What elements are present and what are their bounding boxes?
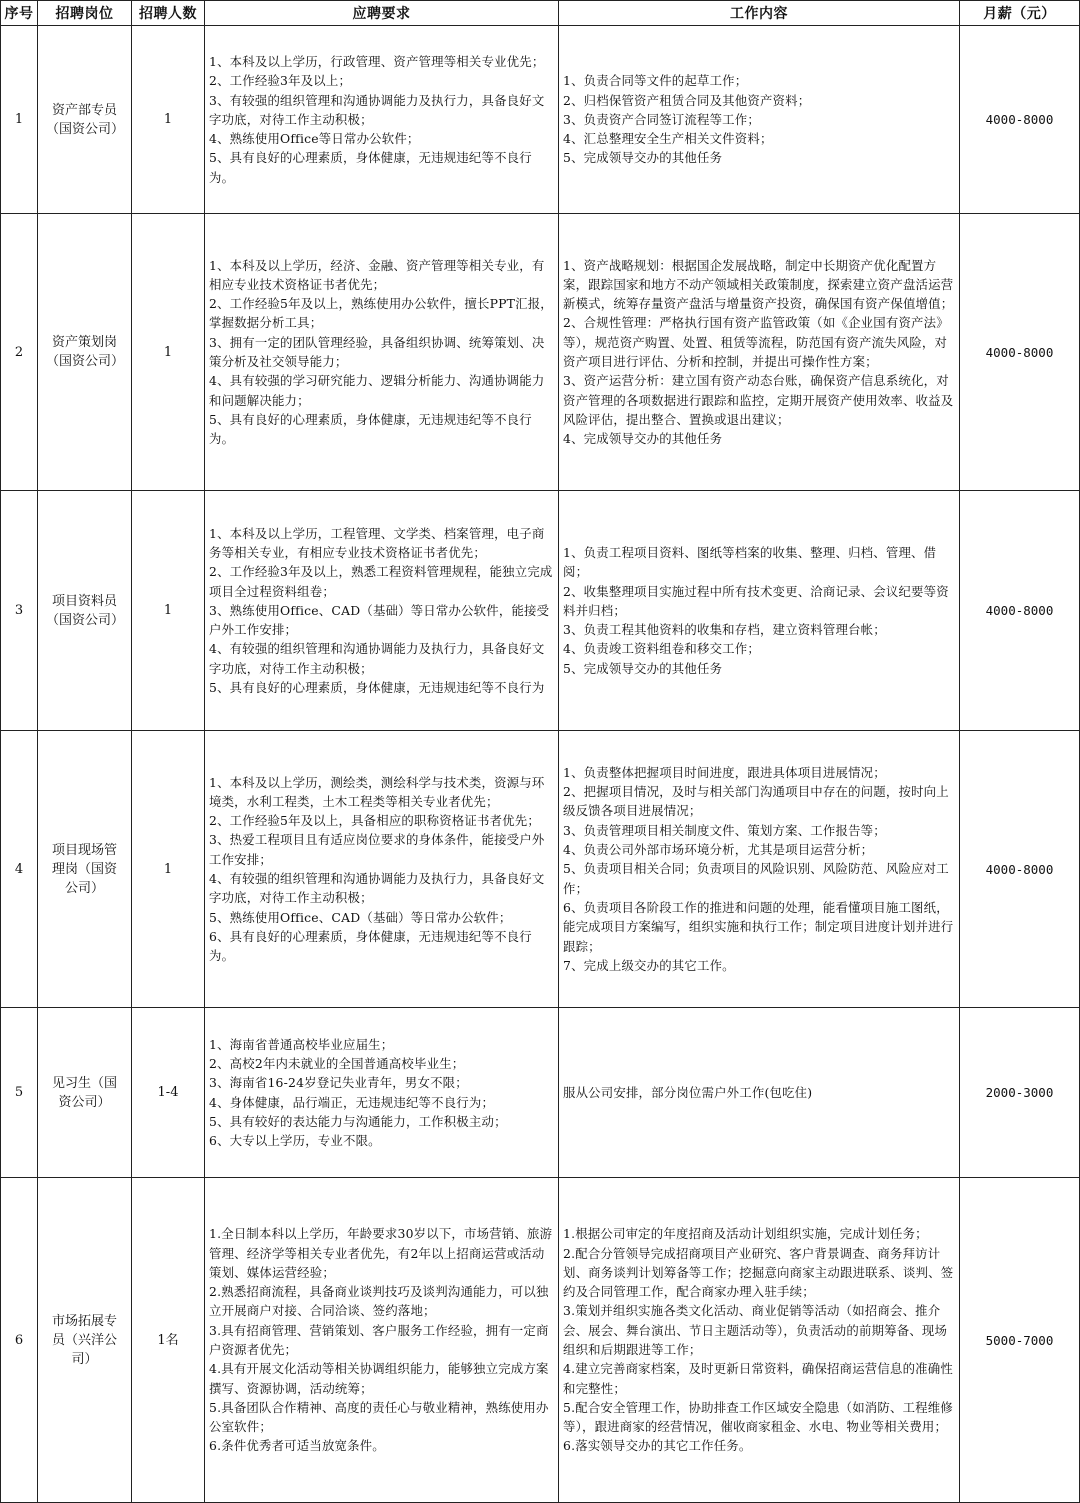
requirement-item: 6、具有良好的心理素质，身体健康，无违规违纪等不良行为。 <box>209 928 532 964</box>
requirement-item: 1、本科及以上学历，测绘类，测绘科学与技术类，资源与环境类，水利工程类，土木工程类等相关专业者优先； <box>209 774 545 809</box>
requirement-item: 3.具有招商管理、营销策划、客户服务工作经验，拥有一定商户资源者优先； <box>209 1322 549 1357</box>
requirement-item: 2、工作经验5年及以上，具备相应的职称资格证书者优先； <box>209 813 540 829</box>
duty-item: 2、把握项目情况，及时与相关部门沟通项目中存在的问题，按时向上级反馈各项目进展情况； <box>563 784 949 819</box>
duty-item: 4、负责竣工资料组卷和移交工作； <box>563 641 760 657</box>
row-number: 5 <box>1 1008 38 1178</box>
table-row <box>1 1008 1080 1178</box>
hiring-count: 1 <box>132 731 205 1008</box>
duties-cell <box>559 731 960 1008</box>
requirement-item: 1、本科及以上学历，行政管理、资产管理等相关专业优先； <box>209 53 545 69</box>
duty-item: 1、负责工程项目资料、图纸等档案的收集、整理、归档、管理、借阅； <box>563 544 937 580</box>
requirement-item: 3、拥有一定的团队管理经验，具备组织协调、统筹策划、决策分析及社交领导能力； <box>209 334 545 369</box>
position-name: 项目资料员（国资公司） <box>38 491 132 731</box>
duty-item: 5.配合安全管理工作，协助排查工作区域安全隐患（如消防、工程维修等），跟进商家的经营情况，催收商家租金、水电、物业等相关费用； <box>563 1399 953 1435</box>
duty-item: 6、负责项目各阶段工作的推进和问题的处理，能看懂项目施工图纸，能完成项目方案编写，组织实施和执行工作；制定项目进度计划并进行跟踪； <box>563 899 954 954</box>
duty-item: 5、完成领导交办的其他任务 <box>563 660 723 676</box>
header-no: 序号 <box>1 1 38 26</box>
table-row <box>1 731 1080 1008</box>
duty-item: 4、汇总整理安全生产相关文件资料； <box>563 131 773 147</box>
duties-cell <box>559 214 960 491</box>
requirement-item: 5、熟练使用Office、CAD（基础）等日常办公软件； <box>209 909 512 925</box>
row-number: 6 <box>1 1178 38 1503</box>
requirement-item: 1.全日制本科以上学历，年龄要求30岁以下，市场营销、旅游管理、经济学等相关专业者优先，有2年以上招商运营或活动策划、媒体运营经验； <box>209 1226 553 1280</box>
requirement-item: 2、高校2年内未就业的全国普通高校毕业生； <box>209 1055 465 1071</box>
row-number: 2 <box>1 214 38 491</box>
duty-item: 3、负责资产合同签订流程等工作； <box>563 111 760 127</box>
duties-cell <box>559 1178 960 1503</box>
hiring-count: 1 <box>132 214 205 491</box>
requirement-item: 5、具有较好的表达能力与沟通能力，工作积极主动； <box>209 1113 507 1129</box>
requirements-cell <box>205 731 559 1008</box>
requirement-item: 1、海南省普通高校毕业应届生； <box>209 1036 394 1052</box>
duty-item: 服从公司安排，部分岗位需户外工作(包吃住) <box>563 1084 813 1100</box>
duties-cell <box>559 1008 960 1178</box>
requirement-item: 2、工作经验3年及以上； <box>209 73 352 89</box>
duty-item: 7、完成上级交办的其它工作。 <box>563 957 735 973</box>
requirements-cell <box>205 214 559 491</box>
position-name: 项目现场管理岗（国资公司） <box>38 731 132 1008</box>
row-number: 1 <box>1 26 38 214</box>
header-count: 招聘人数 <box>132 1 205 26</box>
requirements-cell <box>205 1008 559 1178</box>
duty-item: 4、完成领导交办的其他任务 <box>563 431 723 447</box>
duty-item: 2、收集整理项目实施过程中所有技术变更、洽商记录、会议纪要等资料并归档； <box>563 583 949 618</box>
requirements-cell <box>205 26 559 214</box>
table-row <box>1 214 1080 491</box>
duty-item: 1、资产战略规划：根据国企发展战略，制定中长期资产优化配置方案，跟踪国家和地方不动产领域相关政策制度，探索建立资产盘活运营新模式，统筹存量资产盘活与增量资产投资，确保国有资产保值增值； <box>563 257 954 312</box>
position-name: 资产部专员（国资公司） <box>38 26 132 214</box>
requirement-item: 4、有较强的组织管理和沟通协调能力及执行力，具备良好文字功底，对待工作主动积极； <box>209 641 545 676</box>
table-row <box>1 1178 1080 1503</box>
position-name: 资产策划岗（国资公司） <box>38 214 132 491</box>
salary-range: 4000-8000 <box>960 731 1080 1008</box>
requirement-item: 3、热爱工程项目且有适应岗位要求的身体条件，能接受户外工作安排； <box>209 832 545 867</box>
table-row <box>1 26 1080 214</box>
table-row <box>1 491 1080 731</box>
duty-item: 4、负责公司外部市场环境分析，尤其是项目运营分析； <box>563 842 874 858</box>
duty-item: 1、负责整体把握项目时间进度，跟进具体项目进展情况； <box>563 764 886 780</box>
header-row <box>1 1 1080 26</box>
salary-range: 4000-8000 <box>960 491 1080 731</box>
requirements-cell <box>205 1178 559 1503</box>
requirement-item: 3、熟练使用Office、CAD（基础）等日常办公软件，能接受户外工作安排； <box>209 602 550 638</box>
duty-item: 4.建立完善商家档案，及时更新日常资料，确保招商运营信息的准确性和完整性； <box>563 1361 953 1396</box>
row-number: 4 <box>1 731 38 1008</box>
header-position: 招聘岗位 <box>38 1 132 26</box>
duties-cell <box>559 26 960 214</box>
duty-item: 3.策划并组织实施各类文化活动、商业促销等活动（如招商会、推介会、展会、舞台演出、节日主题活动等），负责活动的前期筹备、现场组织和后期跟进等工作； <box>563 1303 948 1357</box>
requirement-item: 1、本科及以上学历，工程管理、文学类、档案管理，电子商务等相关专业，有相应专业技术资格证书者优先； <box>209 525 545 560</box>
position-name: 见习生（国资公司） <box>38 1008 132 1178</box>
requirement-item: 3、海南省16-24岁登记失业青年，男女不限； <box>209 1075 468 1091</box>
requirements-cell <box>205 491 559 731</box>
header-requirements: 应聘要求 <box>205 1 559 26</box>
requirement-item: 6、大专以上学历，专业不限。 <box>209 1133 381 1149</box>
position-name: 市场拓展专员（兴洋公司） <box>38 1178 132 1503</box>
header-duties: 工作内容 <box>559 1 960 26</box>
requirement-item: 5、具有良好的心理素质，身体健康，无违规违纪等不良行为 <box>209 680 545 696</box>
requirement-item: 4、身体健康，品行端正，无违规违纪等不良行为； <box>209 1094 495 1110</box>
requirement-item: 5、具有良好的心理素质，身体健康，无违规违纪等不良行为。 <box>209 150 532 185</box>
requirement-item: 5.具备团队合作精神、高度的责任心与敬业精神，熟练使用办公室软件； <box>209 1399 549 1435</box>
duty-item: 1.根据公司审定的年度招商及活动计划组织实施，完成计划任务； <box>563 1226 928 1242</box>
duty-item: 6.落实领导交办的其它工作任务。 <box>563 1438 752 1454</box>
requirement-item: 2.熟悉招商流程，具备商业谈判技巧及谈判沟通能力，可以独立开展商户对接、合同洽谈、签约落地； <box>209 1284 549 1319</box>
duties-cell <box>559 491 960 731</box>
requirement-item: 4.具有开展文化活动等相关协调组织能力，能够独立完成方案撰写、资源协调，活动统筹； <box>209 1361 549 1396</box>
hiring-count: 1-4 <box>132 1008 205 1178</box>
hiring-count: 1 <box>132 26 205 214</box>
requirement-item: 4、熟练使用Office等日常办公软件； <box>209 131 420 147</box>
salary-range: 4000-8000 <box>960 26 1080 214</box>
hiring-count: 1 <box>132 491 205 731</box>
duty-item: 2.配合分管领导完成招商项目产业研究、客户背景调查、商务拜访计划、商务谈判计划筹备等工作；挖掘意向商家主动跟进联系、谈判、签约及合同管理工作，配合商家办理入驻手续； <box>563 1245 954 1300</box>
duty-item: 1、负责合同等文件的起草工作； <box>563 73 748 89</box>
hiring-count: 1名 <box>132 1178 205 1503</box>
duty-item: 5、完成领导交办的其他任务 <box>563 150 723 166</box>
duty-item: 2、合规性管理：严格执行国有资产监管政策（如《企业国有资产法》等），规范资产购置、处置、租赁等流程，防范国有资产流失风险，对资产项目进行评估、分析和控制，并提出可操作性方案； <box>563 315 949 369</box>
duty-item: 2、归档保管资产租赁合同及其他资产资料； <box>563 92 811 108</box>
duty-item: 3、负责工程其他资料的收集和存档，建立资料管理台帐； <box>563 622 886 638</box>
salary-range: 2000-3000 <box>960 1008 1080 1178</box>
header-salary: 月薪（元） <box>960 1 1080 26</box>
duty-item: 5、负责项目相关合同；负责项目的风险识别、风险防范、风险应对工作； <box>563 861 949 896</box>
row-number: 3 <box>1 491 38 731</box>
requirement-item: 1、本科及以上学历，经济、金融、资产管理等相关专业，有相应专业技术资格证书者优先； <box>209 257 545 292</box>
requirement-item: 4、有较强的组织管理和沟通协调能力及执行力，具备良好文字功底，对待工作主动积极； <box>209 871 545 906</box>
requirement-item: 2、工作经验3年及以上，熟悉工程资料管理规程，能独立完成项目全过程资料组卷； <box>209 564 553 599</box>
requirement-item: 2、工作经验5年及以上，熟练使用办公软件，擅长PPT汇报，掌握数据分析工具； <box>209 296 553 331</box>
duty-item: 3、资产运营分析：建立国有资产动态台账，确保资产信息系统化，对资产管理的各项数据进行跟踪和监控，定期开展资产使用效率、收益及风险评估，提出整合、置换或退出建议； <box>563 373 954 427</box>
requirement-item: 5、具有良好的心理素质，身体健康，无违规违纪等不良行为。 <box>209 411 532 447</box>
salary-range: 4000-8000 <box>960 214 1080 491</box>
salary-range: 5000-7000 <box>960 1178 1080 1503</box>
requirement-item: 3、有较强的组织管理和沟通协调能力及执行力，具备良好文字功底，对待工作主动积极； <box>209 92 545 127</box>
requirement-item: 4、具有较强的学习研究能力、逻辑分析能力、沟通协调能力和问题解决能力； <box>209 373 545 408</box>
requirement-item: 6.条件优秀者可适当放宽条件。 <box>209 1438 385 1454</box>
duty-item: 3、负责管理项目相关制度文件、策划方案、工作报告等； <box>563 822 886 838</box>
